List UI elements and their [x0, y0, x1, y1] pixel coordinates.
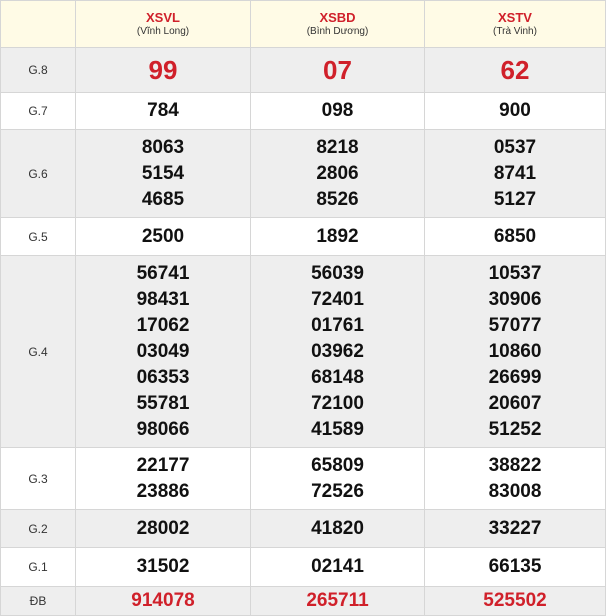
- result-number: 01761: [311, 314, 364, 336]
- result-number: 03962: [311, 340, 364, 362]
- result-cell: [76, 93, 251, 129]
- result-number: 72401: [311, 288, 364, 310]
- prize-row-g5: [1, 218, 606, 256]
- prize-label: G.3: [28, 471, 48, 486]
- result-number: 17062: [136, 314, 190, 336]
- result-number: 5127: [493, 188, 537, 210]
- result-number: 06353: [136, 366, 190, 388]
- result-number: 8218: [316, 136, 359, 158]
- result-number: 38822: [488, 454, 542, 476]
- result-cell: [425, 48, 606, 92]
- result-number: 03049: [136, 340, 190, 362]
- province-name: (Bình Dương): [306, 26, 369, 37]
- province-code[interactable]: XSTV: [498, 10, 532, 25]
- result-cell: [425, 448, 606, 509]
- province-header-binh-duong[interactable]: [251, 1, 425, 47]
- result-cell: [251, 48, 425, 92]
- prize-label-cell: [1, 448, 76, 509]
- result-cell: [425, 93, 606, 129]
- prize-label-cell: [1, 48, 76, 92]
- prize-row-g7: [1, 93, 606, 130]
- result-cell: [76, 218, 251, 255]
- result-number: 28002: [136, 517, 190, 539]
- result-number: 4685: [141, 188, 185, 210]
- result-number: 56039: [311, 262, 364, 284]
- prize-label: G.1: [28, 560, 48, 574]
- result-number: 98066: [136, 418, 190, 440]
- prize-label: G.8: [28, 63, 48, 77]
- prize-row-g4: [1, 256, 606, 448]
- result-number: 5154: [141, 162, 185, 184]
- result-number: 33227: [488, 517, 542, 539]
- prize-row-g1: [1, 548, 606, 587]
- result-number: 02141: [311, 556, 364, 577]
- result-number: 66135: [488, 556, 542, 577]
- province-header-tra-vinh[interactable]: [425, 1, 606, 47]
- province-header-vinh-long[interactable]: [76, 1, 251, 47]
- result-number: 22177: [136, 454, 190, 476]
- result-number: 07: [323, 55, 352, 85]
- result-cell: [425, 130, 606, 217]
- special-prize-number: 914078: [131, 590, 195, 611]
- special-prize-number: 525502: [483, 590, 547, 611]
- header-row: [1, 0, 606, 48]
- result-number: 72526: [311, 480, 364, 502]
- result-cell: [251, 93, 425, 129]
- prize-label: G.5: [28, 229, 48, 244]
- result-number: 31502: [136, 556, 190, 577]
- result-cell: [251, 218, 425, 255]
- result-cell: [76, 130, 251, 217]
- prize-label-cell: [1, 587, 76, 615]
- result-cell: [76, 587, 251, 615]
- result-cell: [251, 510, 425, 547]
- result-number: 6850: [493, 225, 537, 247]
- prize-row-g8: [1, 48, 606, 93]
- prize-label-cell: [1, 130, 76, 217]
- result-number: 098: [321, 100, 354, 121]
- prize-row-special: [1, 587, 606, 616]
- result-number: 784: [147, 100, 179, 121]
- prize-row-g2: [1, 510, 606, 548]
- result-cell: [76, 256, 251, 447]
- result-cell: [76, 548, 251, 586]
- result-number: 8741: [493, 162, 537, 184]
- result-number: 26699: [488, 366, 542, 388]
- result-cell: [425, 218, 606, 255]
- prize-label: ĐB: [29, 594, 47, 608]
- result-number: 68148: [311, 366, 364, 388]
- province-code[interactable]: XSVL: [146, 10, 180, 25]
- result-cell: [251, 587, 425, 615]
- result-cell: [251, 256, 425, 447]
- province-code[interactable]: XSBD: [319, 10, 356, 25]
- result-cell: [425, 510, 606, 547]
- result-number: 83008: [488, 480, 542, 502]
- result-cell: [251, 548, 425, 586]
- result-number: 72100: [311, 392, 364, 414]
- special-prize-number: 265711: [306, 590, 369, 611]
- result-number: 8063: [141, 136, 185, 158]
- result-number: 8526: [316, 188, 359, 210]
- province-name: (Trà Vinh): [493, 26, 537, 37]
- result-cell: [425, 256, 606, 447]
- result-number: 41820: [311, 517, 364, 539]
- prize-label-cell: [1, 548, 76, 586]
- result-cell: [425, 587, 606, 615]
- result-number: 51252: [488, 418, 542, 440]
- result-number: 99: [148, 55, 178, 85]
- result-number: 57077: [488, 314, 542, 336]
- result-number: 56741: [136, 262, 190, 284]
- result-number: 55781: [136, 392, 190, 414]
- prize-label-cell: [1, 256, 76, 447]
- result-number: 98431: [136, 288, 190, 310]
- result-number: 2806: [316, 162, 359, 184]
- prize-label: G.6: [28, 166, 48, 181]
- result-number: 1892: [316, 225, 359, 247]
- result-cell: [251, 448, 425, 509]
- result-cell: [76, 448, 251, 509]
- result-number: 0537: [493, 136, 537, 158]
- result-number: 2500: [141, 225, 185, 247]
- result-number: 10860: [488, 340, 542, 362]
- prize-label-cell: [1, 510, 76, 547]
- result-number: 900: [499, 100, 531, 121]
- result-number: 23886: [136, 480, 190, 502]
- result-number: 62: [500, 55, 530, 85]
- header-empty-cell: [1, 1, 76, 47]
- prize-row-g6: [1, 130, 606, 218]
- prize-row-g3: [1, 448, 606, 510]
- result-cell: [76, 48, 251, 92]
- result-number: 30906: [488, 288, 542, 310]
- result-cell: [76, 510, 251, 547]
- prize-label: G.2: [28, 521, 48, 536]
- result-number: 65809: [311, 454, 364, 476]
- prize-label-cell: [1, 93, 76, 129]
- prize-label-cell: [1, 218, 76, 255]
- prize-label: G.7: [28, 104, 48, 118]
- province-name: (Vĩnh Long): [136, 26, 190, 37]
- result-cell: [251, 130, 425, 217]
- result-number: 41589: [311, 418, 364, 440]
- result-number: 20607: [488, 392, 542, 414]
- result-cell: [425, 548, 606, 586]
- prize-label: G.4: [28, 344, 48, 359]
- result-number: 10537: [488, 262, 542, 284]
